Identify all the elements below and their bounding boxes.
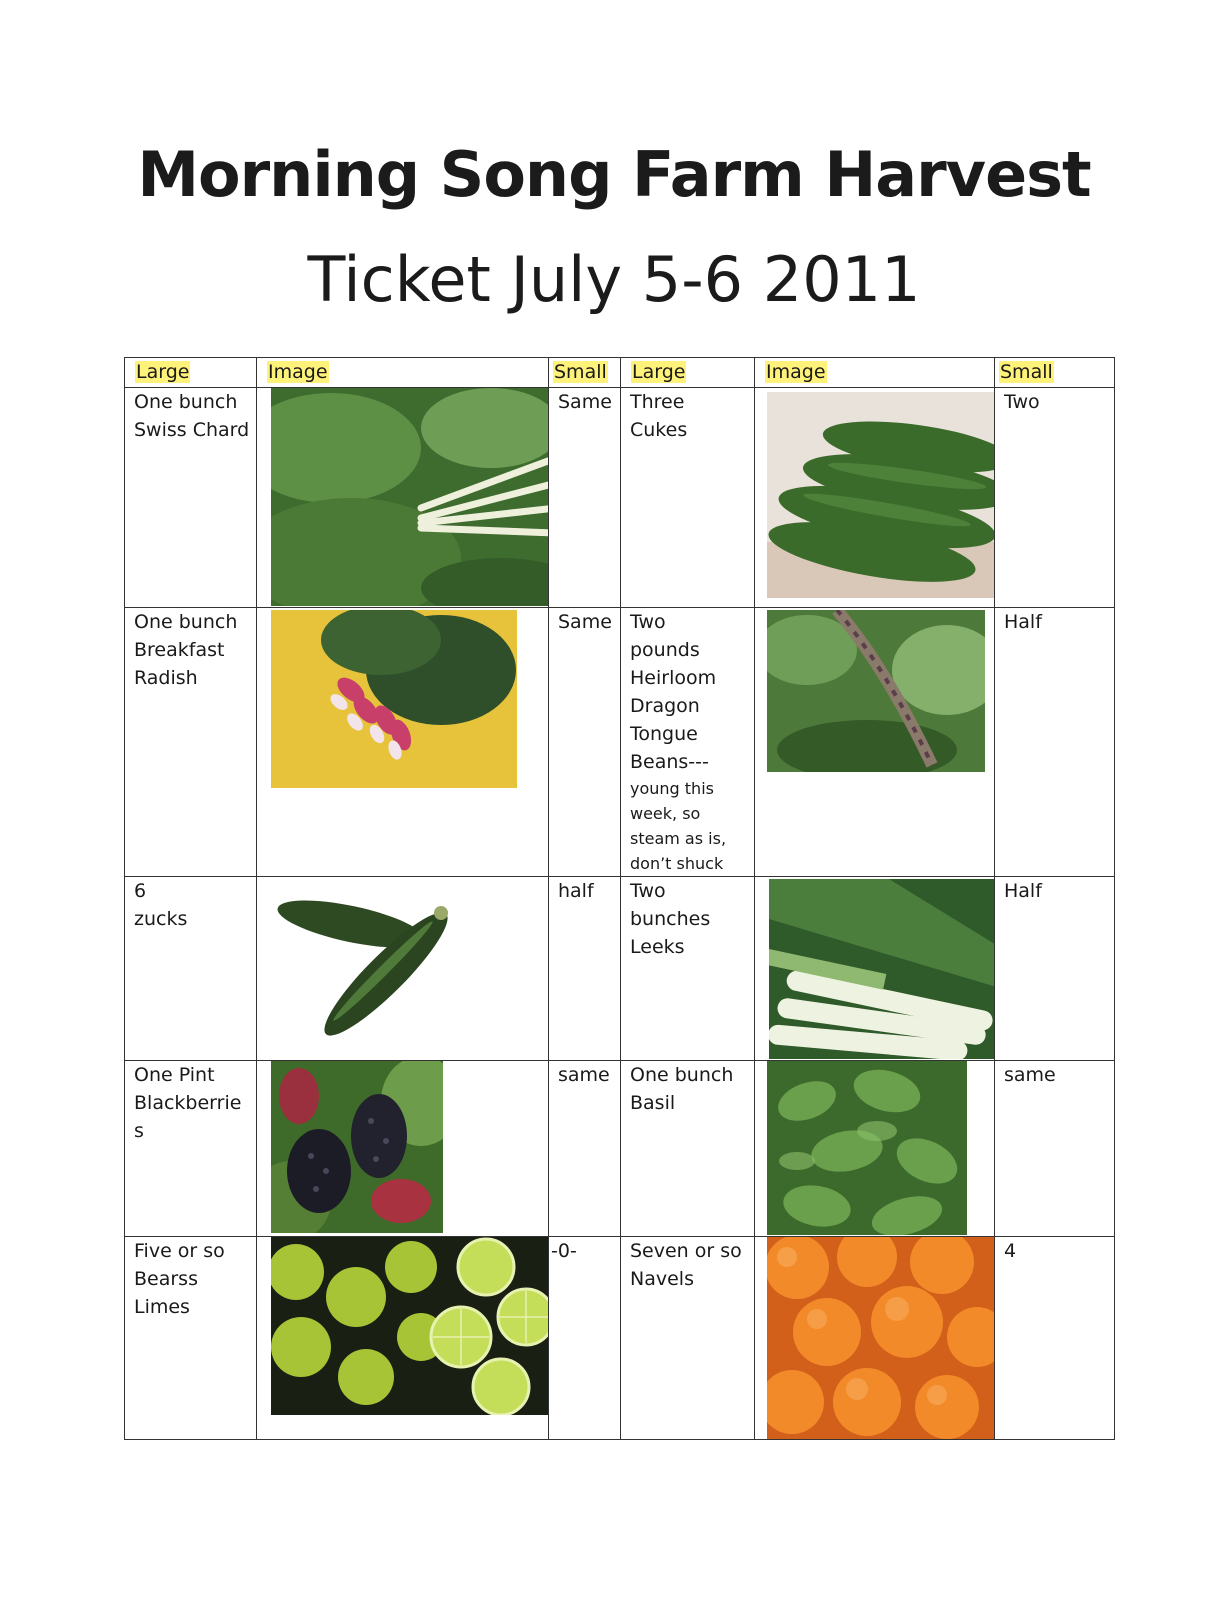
header-small-left: Small (549, 358, 621, 388)
zucchini-photo (271, 879, 461, 1039)
note-line: steam as is, (630, 829, 727, 848)
large-amount-cell: One bunch Breakfast Radish (125, 608, 257, 877)
image-cell (257, 877, 549, 1061)
note-line: don’t shuck (630, 854, 724, 873)
header-row (125, 358, 1115, 388)
header-image-left: Image (257, 358, 549, 388)
table-row (125, 1061, 1115, 1237)
basil-photo (767, 1061, 967, 1235)
image-cell (755, 877, 995, 1061)
oranges-photo (767, 1237, 995, 1440)
small-amount-cell: -0- (549, 1237, 621, 1440)
cucumbers-photo (767, 392, 995, 598)
table-row (125, 1237, 1115, 1440)
image-cell (257, 388, 549, 608)
harvest-table (124, 357, 1115, 1440)
small-amount-cell: Same (549, 608, 621, 877)
small-amount-cell: Two (995, 388, 1115, 608)
large-amount-cell: Seven or so Navels (621, 1237, 755, 1440)
page-title: Morning Song Farm Harvest (137, 138, 1091, 211)
large-amount-cell: One bunch Swiss Chard (125, 388, 257, 608)
header-small-right: Small (995, 358, 1115, 388)
image-cell (755, 608, 995, 877)
small-amount-cell: same (995, 1061, 1115, 1237)
image-cell (755, 388, 995, 608)
large-amount-cell: Two pounds Heirloom Dragon Tongue Beans--- young this week, so steam as is, don’t shuck (621, 608, 755, 877)
header-large-left: Large (125, 358, 257, 388)
small-amount-cell: same (549, 1061, 621, 1237)
large-amount-cell: Five or so Bearss Limes (125, 1237, 257, 1440)
image-cell (755, 1061, 995, 1237)
table-row (125, 388, 1115, 608)
small-amount-cell: Half (995, 877, 1115, 1061)
large-amount-cell: Three Cukes (621, 388, 755, 608)
table-row (125, 877, 1115, 1061)
blackberries-photo (271, 1061, 443, 1233)
page-subtitle: Ticket July 5-6 2011 (307, 243, 921, 316)
radish-photo (271, 610, 517, 788)
beans-photo (767, 610, 985, 772)
note-line: week, so (630, 804, 701, 823)
small-amount-cell: Half (995, 608, 1115, 877)
large-amount-cell: One Pint Blackberrie s (125, 1061, 257, 1237)
small-amount-cell: half (549, 877, 621, 1061)
small-amount-cell: 4 (995, 1237, 1115, 1440)
limes-photo (271, 1237, 549, 1415)
small-amount-cell: Same (549, 388, 621, 608)
image-cell (257, 608, 549, 877)
large-amount-cell: One bunch Basil (621, 1061, 755, 1237)
header-large-right: Large (621, 358, 755, 388)
image-cell (257, 1237, 549, 1440)
leeks-photo (769, 879, 995, 1059)
large-amount-cell: 6 zucks (125, 877, 257, 1061)
image-cell (257, 1061, 549, 1237)
swiss-chard-photo (271, 388, 549, 606)
image-cell (755, 1237, 995, 1440)
large-amount-cell: Two bunches Leeks (621, 877, 755, 1061)
header-image-right: Image (755, 358, 995, 388)
note-line: young this (630, 779, 714, 798)
table-row (125, 608, 1115, 877)
